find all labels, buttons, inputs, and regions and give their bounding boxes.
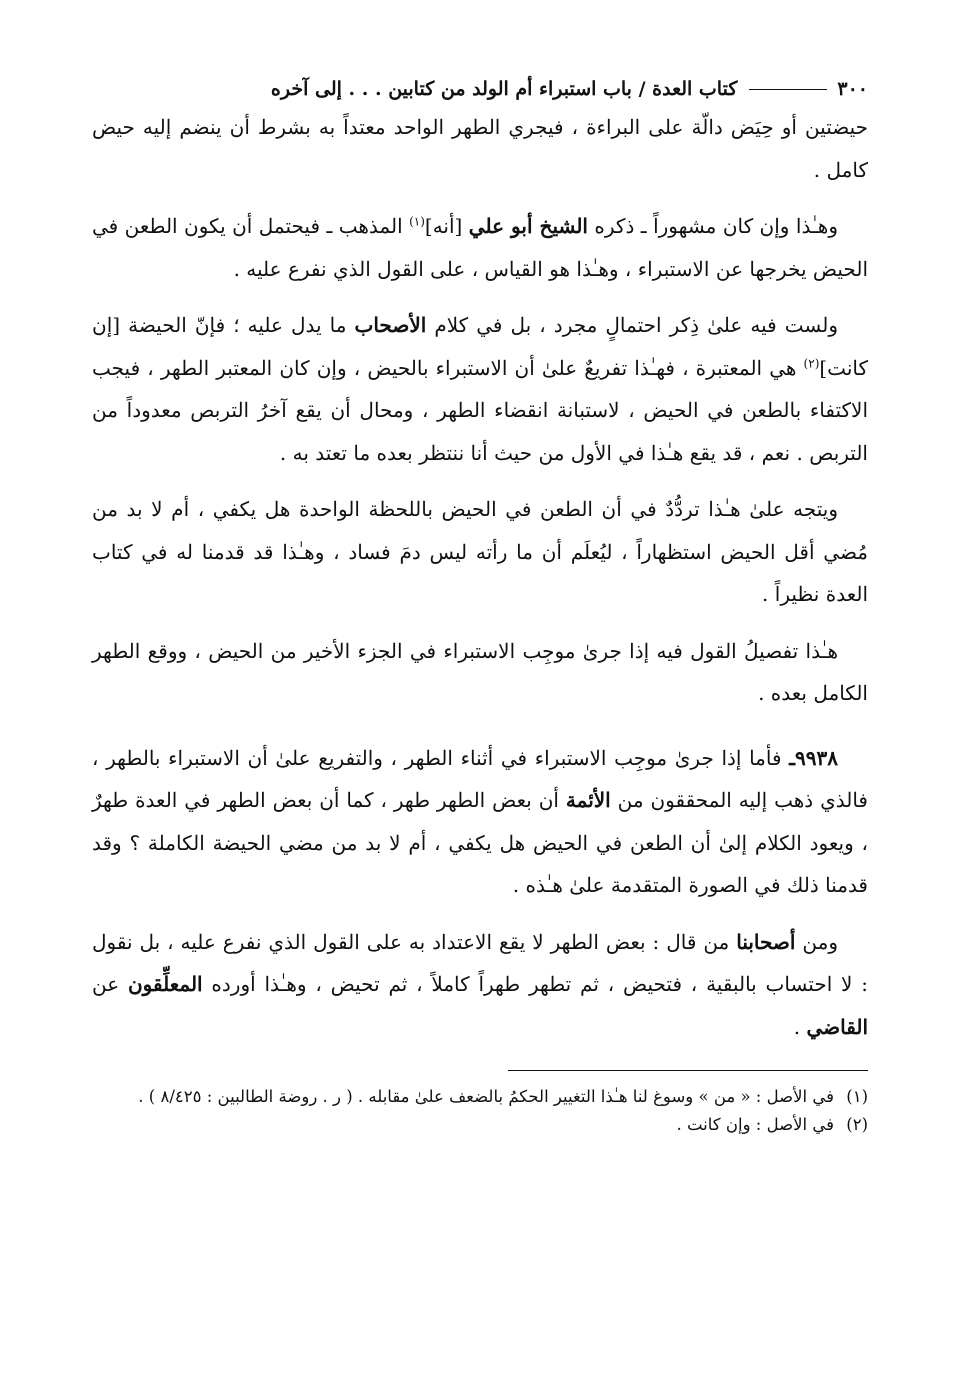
page-number: ٣٠٠ [837,78,868,100]
footnote-ref-2: (٢) [803,355,820,370]
paragraph-4: ويتجه علىٰ هـٰذا تردُّدٌ في أن الطعن في الحيض باللحظة الواحدة هل يكفي ، أم لا بد من مُضي أقل الحيض استظهاراً ، ليُعلَم أن ما رأته ليس دمَ فساد ، وهـٰذا قد قدمنا له في كتاب العدة نظيراً . [92,497,868,606]
header-rule [749,89,827,90]
footnote-2 [92,1111,868,1139]
footnote-1 [92,1083,868,1111]
footnote-number: (٢) [846,1115,868,1134]
term-muallaqun: المعلِّقون [127,972,203,996]
main-text [92,106,868,1048]
term-ashabuna: أصحابنا [736,929,796,954]
footnote-ref-1: (١) [409,214,425,229]
footnote-text: في الأصل : وإن كانت . [676,1115,834,1134]
book-page [92,72,868,1139]
term-ashab: الأصحاب [354,313,427,337]
paragraph-1: حيضتين أو حِيَض دالّة على البراءة ، فيجري الطهر الواحد معتداً به بشرط أن ينضم إليه حيض كامل . [92,115,868,182]
footnote-divider [508,1070,868,1071]
paragraph-2: وهـٰذا وإن كان مشهوراً ـ ذكره الشيخ أبو علي [أنه]$^{(١)}$ المذهب ـ فيحتمل أن يكون الطعن في الحيض يخرجها عن الاستبراء ، وهـٰذا هو القياس ، على القول الذي نفرع عليه . [92,214,868,281]
footnote-text: في الأصل : « من » وسوغ لنا هـٰذا التغيير الحكمُ بالضعف علىٰ مقابله . ( ر . روضة الطالبين : ٨/٤٢٥ ) . [138,1087,834,1106]
paragraph-6: ٩٩٣٨ـ فأما إذا جرىٰ موجِب الاستبراء في أثناء الطهر ، والتفريع علىٰ أن الاستبراء بالطهر ، فالذي ذهب إليه المحققون من الأئمة أن بعض الطهر طهر ، كما أن بعض الطهر في العدة طهرٌ ، ويعود الكلام إلىٰ أن الطعن في الحيض هل يكفي ، أم لا بد من مضي الحيضة الكاملة ؟ وقد قدمنا ذلك في الصورة المتقدمة علىٰ هـٰذه . [92,745,868,897]
paragraph-3: ولست فيه علىٰ ذِكر احتمالٍ مجرد ، بل في كلام الأصحاب ما يدل عليه ؛ فإنّ الحيضة [إن كانت]$^{(٢)}$ هي المعتبرة ، فهـٰذا تفريعٌ علىٰ أن الاستبراء بالحيض ، وإن كان المعتبر الطهر ، فيجب الاكتفاء بالطعن في الحيض ، لاستبانة انقضاء الطهر ، ومحال أن يقع آخرُ التربص معدوداً من التربص . نعم ، قد يقع هـٰذا في الأول من حيث أنا ننتظر بعده ما تعتد به . [92,313,868,465]
section-number: ٩٩٣٨ـ [789,745,838,770]
term-aimma: الأئمة [565,788,611,812]
paragraph-5: هـٰذا تفصيلُ القول فيه إذا جرىٰ موجِب الاستبراء في الجزء الأخير من الحيض ، ووقع الطهر الكامل بعده . [92,638,868,705]
running-header [92,72,868,106]
header-title: كتاب العدة / باب استبراء أم الولد من كتابين . . . إلى آخره [270,78,738,100]
paragraph-7: ومن أصحابنا من قال : بعض الطهر لا يقع الاعتداد به على القول الذي نفرع عليه ، بل نقول : لا احتساب بالبقية ، فتحيض ، ثم تطهر طهراً كاملاً ، ثم تحيض ، وهـٰذا أورده المعلِّقون عن القاضي . [92,929,869,1039]
term-qadi: القاضي [806,1014,868,1039]
footnotes [92,1083,868,1139]
name-abu-ali: الشيخ أبو علي [468,214,588,238]
footnote-number: (١) [846,1087,868,1106]
